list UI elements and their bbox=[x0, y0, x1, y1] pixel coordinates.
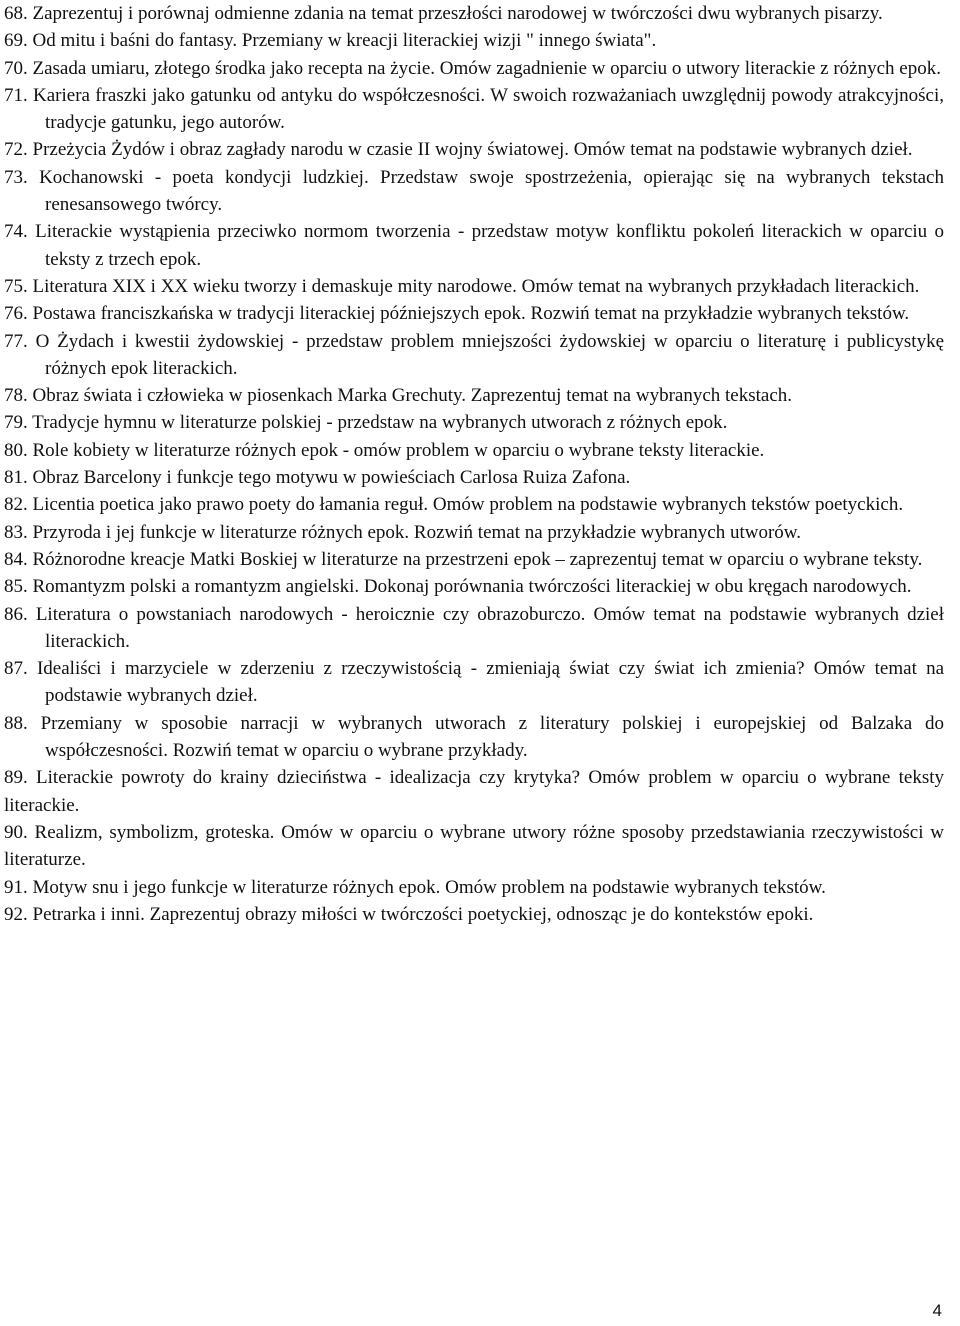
topic-number: 82. bbox=[4, 494, 28, 516]
topic-number: 73. bbox=[4, 166, 28, 188]
topic-item bbox=[4, 819, 944, 874]
topic-item bbox=[4, 519, 944, 546]
topic-text: Literackie powroty do krainy dzieciństwa - idealizacja czy krytyka? Omów problem w oparciu o wybrane teksty literackie. bbox=[4, 767, 945, 816]
topic-list bbox=[4, 0, 944, 928]
topic-item bbox=[4, 82, 944, 137]
topic-number: 68. bbox=[4, 3, 28, 24]
topic-text: Literatura o powstaniach narodowych - heroicznie czy obrazoburczo. Omów temat na podstawie wybranych dzieł literackich. bbox=[35, 603, 945, 652]
topic-number: 70. bbox=[4, 57, 28, 79]
topic-number: 78. bbox=[4, 385, 28, 407]
topic-item bbox=[4, 573, 944, 600]
topic-text: Literatura XIX i XX wieku tworzy i demaskuje mity narodowe. Omów temat na wybranych przykładach literackich. bbox=[32, 275, 920, 297]
topic-number: 85. bbox=[4, 576, 28, 598]
topic-number: 83. bbox=[4, 521, 28, 543]
topic-text: Literackie wystąpienia przeciwko normom tworzenia - przedstaw motyw konfliktu pokoleń literackich w oparciu o teksty z trzech epok. bbox=[35, 221, 945, 270]
topic-number: 91. bbox=[4, 876, 28, 898]
topic-number: 84. bbox=[4, 548, 28, 570]
topic-text: Petrarka i inni. Zaprezentuj obrazy miłości w twórczości poetyckiej, odnosząc je do kontekstów epoki. bbox=[32, 903, 814, 925]
topic-item bbox=[4, 874, 944, 901]
topic-item bbox=[4, 136, 944, 163]
topic-text: Role kobiety w literaturze różnych epok - omów problem w oparciu o wybrane teksty literackie. bbox=[32, 439, 765, 461]
topic-text: Zaprezentuj i porównaj odmienne zdania na temat przeszłości narodowej w twórczości dwu wybranych pisarzy. bbox=[32, 3, 883, 24]
topic-item bbox=[4, 546, 944, 573]
topic-text: Przeżycia Żydów i obraz zagłady narodu w czasie II wojny światowej. Omów temat na podstawie wybranych dzieł. bbox=[32, 139, 913, 161]
topic-number: 77. bbox=[4, 330, 28, 352]
topic-number: 90. bbox=[4, 821, 28, 843]
topic-item bbox=[4, 218, 944, 273]
topic-text: Licentia poetica jako prawo poety do łamania reguł. Omów problem na podstawie wybranych tekstów poetyckich. bbox=[32, 494, 904, 516]
topic-number: 72. bbox=[4, 139, 28, 161]
topic-item bbox=[4, 382, 944, 409]
topic-text: Zasada umiaru, złotego środka jako recepta na życie. Omów zagadnienie w oparciu o utwory literackie z różnych epok. bbox=[32, 57, 941, 79]
topic-number: 69. bbox=[4, 30, 28, 52]
topic-text: Motyw snu i jego funkcje w literaturze różnych epok. Omów problem na podstawie wybranych tekstów. bbox=[32, 876, 826, 898]
topic-item bbox=[4, 55, 944, 82]
topic-item bbox=[4, 273, 944, 300]
topic-text: Romantyzm polski a romantyzm angielski. Dokonaj porównania twórczości literackiej w obu kręgach narodowych. bbox=[32, 576, 912, 598]
topic-number: 86. bbox=[4, 603, 28, 625]
topic-text: Kariera fraszki jako gatunku od antyku do współczesności. W swoich rozważaniach uwzględnij powody atrakcyjności, tradycje gatunku, jego autorów. bbox=[33, 84, 944, 134]
topic-item bbox=[4, 464, 944, 491]
topic-item bbox=[4, 0, 944, 27]
topic-text: Różnorodne kreacje Matki Boskiej w literaturze na przestrzeni epok – zaprezentuj temat w oparciu o wybrane teksty. bbox=[32, 548, 923, 570]
topic-number: 79. bbox=[4, 412, 28, 434]
topic-text: Od mitu i baśni do fantasy. Przemiany w kreacji literackiej wizji " innego świata". bbox=[32, 30, 657, 52]
topic-number: 87. bbox=[4, 658, 28, 680]
topic-number: 92. bbox=[4, 903, 28, 925]
topic-item bbox=[4, 710, 944, 765]
topic-text: Obraz Barcelony i funkcje tego motywu w powieściach Carlosa Ruiza Zafona. bbox=[32, 467, 631, 489]
topic-text: Przyroda i jej funkcje w literaturze różnych epok. Rozwiń temat na przykładzie wybranych utworów. bbox=[32, 521, 802, 543]
topic-text: Idealiści i marzyciele w zderzeniu z rzeczywistością - zmieniają świat czy świat ich zmienia? Omów temat na podstawie wybranych dzieł. bbox=[36, 658, 945, 707]
topic-item bbox=[4, 601, 944, 656]
topic-number: 74. bbox=[4, 221, 28, 243]
topic-number: 81. bbox=[4, 467, 28, 489]
topic-text: O Żydach i kwestii żydowskiej - przedstaw problem mniejszości żydowskiej w oparciu o literaturę i publicystykę różnych epok literackich. bbox=[35, 330, 945, 379]
topic-text: Realizm, symbolizm, groteska. Omów w oparciu o wybrane utwory różne sposoby przedstawiania rzeczywistości w literaturze. bbox=[4, 821, 945, 871]
topic-item bbox=[4, 300, 944, 327]
topic-item bbox=[4, 901, 944, 928]
topic-item bbox=[4, 328, 944, 383]
topic-number: 75. bbox=[4, 275, 28, 297]
topic-text: Kochanowski - poeta kondycji ludzkiej. Przedstaw swoje spostrzeżenia, opierając się na wybranych tekstach renesansowego twórcy. bbox=[39, 166, 944, 216]
topic-item bbox=[4, 491, 944, 518]
topic-item bbox=[4, 409, 944, 436]
topic-text: Tradycje hymnu w literaturze polskiej - przedstaw na wybranych utworach z różnych epok. bbox=[32, 412, 728, 434]
topic-number: 80. bbox=[4, 439, 28, 461]
topic-item bbox=[4, 164, 944, 219]
topic-number: 89. bbox=[4, 767, 28, 789]
topic-item bbox=[4, 27, 944, 54]
topic-text: Postawa franciszkańska w tradycji literackiej późniejszych epok. Rozwiń temat na przykładzie wybranych tekstów. bbox=[32, 303, 910, 325]
topic-number: 76. bbox=[4, 303, 28, 325]
page-number: 4 bbox=[932, 1301, 942, 1320]
topic-item bbox=[4, 764, 944, 819]
topic-number: 71. bbox=[4, 84, 28, 106]
topic-item bbox=[4, 437, 944, 464]
topic-number: 88. bbox=[4, 712, 28, 734]
topic-text: Obraz świata i człowieka w piosenkach Marka Grechuty. Zaprezentuj temat na wybranych tekstach. bbox=[32, 385, 793, 407]
topic-item bbox=[4, 655, 944, 710]
topic-text: Przemiany w sposobie narracji w wybranych utworach z literatury polskiej i europejskiej od Balzaka do współczesności. Rozwiń temat w oparciu o wybrane przykłady. bbox=[40, 712, 944, 762]
